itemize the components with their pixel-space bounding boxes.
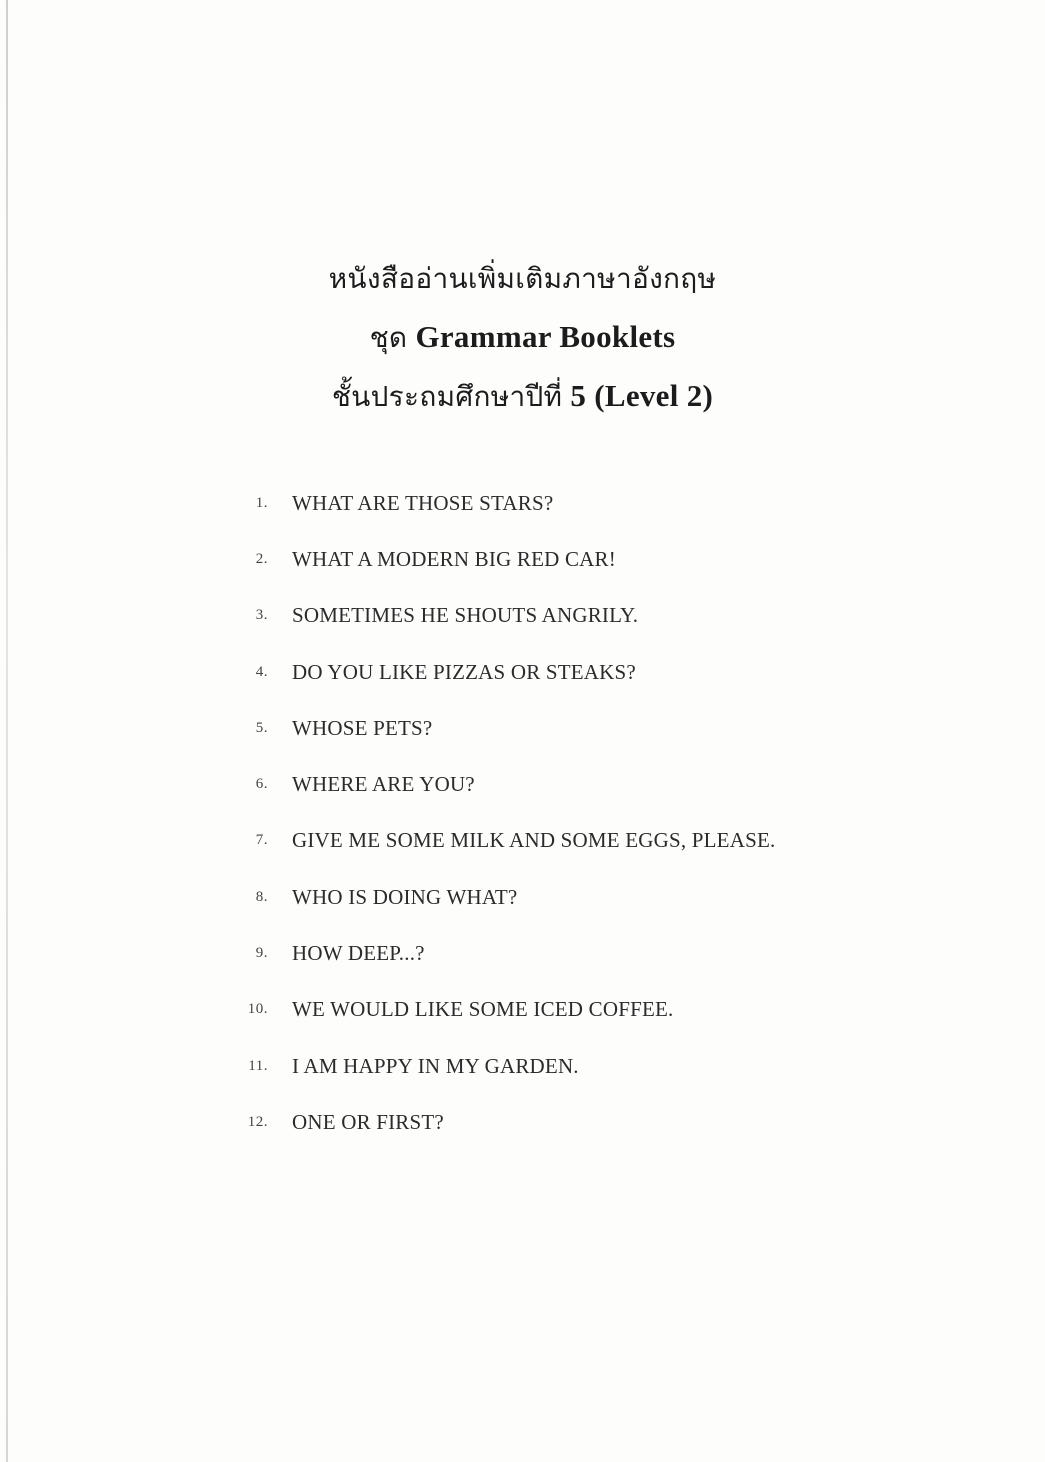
list-item-number: 12. xyxy=(247,1113,268,1130)
booklet-list xyxy=(228,475,948,1151)
list-item xyxy=(228,869,948,925)
list-item xyxy=(228,925,948,981)
list-item xyxy=(228,531,948,587)
list-item xyxy=(228,813,948,869)
list-item-number: 6. xyxy=(255,776,268,793)
list-item-title: WHAT ARE THOSE STARS? xyxy=(292,490,554,515)
list-item-title: GIVE ME SOME MILK AND SOME EGGS, PLEASE. xyxy=(292,828,776,853)
title-line-2 xyxy=(0,308,1045,367)
title-line-3-prefix: ชั้นประถมศึกษาปีที่ xyxy=(331,380,563,413)
list-item-title: DO YOU LIKE PIZZAS OR STEAKS? xyxy=(292,659,636,684)
list-item-title: SOMETIMES HE SHOUTS ANGRILY. xyxy=(292,603,639,628)
list-item-number: 7. xyxy=(255,832,268,849)
list-item xyxy=(228,982,948,1038)
list-item xyxy=(228,1094,948,1150)
list-item xyxy=(228,756,948,812)
page-binding-edge xyxy=(6,0,8,1462)
list-item xyxy=(228,1038,948,1094)
list-item-number: 4. xyxy=(255,663,268,680)
list-item-title: I AM HAPPY IN MY GARDEN. xyxy=(292,1053,579,1078)
list-item-number: 3. xyxy=(255,607,268,624)
list-item-number: 10. xyxy=(247,1001,268,1018)
list-item-title: WE WOULD LIKE SOME ICED COFFEE. xyxy=(292,997,674,1022)
list-item-number: 8. xyxy=(255,888,268,905)
list-item xyxy=(228,644,948,700)
list-item-number: 2. xyxy=(255,550,268,567)
title-line-2-main: Grammar Booklets xyxy=(415,319,676,354)
list-item-title: WHERE ARE YOU? xyxy=(292,772,475,797)
list-item-title: HOW DEEP...? xyxy=(292,941,425,966)
list-item-number: 1. xyxy=(255,494,268,511)
title-block xyxy=(0,250,1045,426)
list-item xyxy=(228,700,948,756)
title-line-1: หนังสืออ่านเพิ่มเติมภาษาอังกฤษ xyxy=(328,262,717,295)
title-line-3 xyxy=(0,367,1045,426)
list-item-number: 5. xyxy=(255,719,268,736)
list-item-number: 9. xyxy=(255,945,268,962)
title-line-2-prefix: ชุด xyxy=(369,321,408,354)
list-item-title: WHO IS DOING WHAT? xyxy=(292,884,518,909)
list-item-number: 11. xyxy=(248,1057,268,1074)
list-item xyxy=(228,475,948,531)
list-item-title: ONE OR FIRST? xyxy=(292,1109,444,1134)
list-item-title: WHAT A MODERN BIG RED CAR! xyxy=(292,546,616,571)
list-item xyxy=(228,588,948,644)
list-item-title: WHOSE PETS? xyxy=(292,715,433,740)
title-line-3-main: 5 (Level 2) xyxy=(570,378,714,413)
